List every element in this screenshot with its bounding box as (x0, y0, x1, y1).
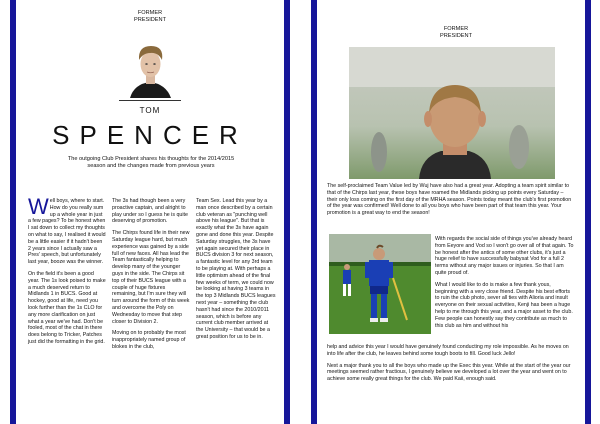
intro-text: The outgoing Club President shares his thoughts for the 2014/2015 season and the changes made from previous years (67, 156, 235, 169)
player-on-pitch-photo (329, 234, 431, 334)
paragraph: What I would like to do is make a few thank yous, beginning with a very close friend. Despite his best efforts to ruin the club photo, sever all ties with Alioria and insult everyone on their sexual activities, Kenji has been a huge help to me through this year, and a major asset to the club. Few people can honestly say they contribute as much to this club as him and without his (435, 281, 573, 329)
paragraph: With regards the social side of things you've already heard from Eeyore and Vod so I won't go over all of that again. To be honest after the antics of some other clubs, it's just a huge relief to have successfully babysat Vod for a full 2 terms without any major issues or injuries. So that I am quite proud of. (435, 236, 574, 276)
article-paragraph-wide-2 (327, 344, 575, 388)
paragraph: The Chirps found life in their new Saturday league hard, but much experience was gained by a side full of new faces. All has lead the Team fantastically helping to develop many of the younger guys in the side. The Chirps sit top of their BUCS league with a couple of huge fixtures remaining, but I'm sure they will turn around the form of this week and overcome the Poly on Wednesday to move that step closer to Division 2. (112, 230, 190, 325)
first-name: TOM (139, 106, 161, 115)
article-column-3 (196, 198, 276, 346)
right-page (311, 0, 591, 424)
paragraph: The 3s had though been a very proactive captain, and alright to play under so I guess he is quite deserving of promotion. (112, 198, 188, 225)
drop-cap: W (28, 194, 49, 219)
paragraph: help and advice this year I would have genuinely found conducting my role impossible. As he moves on into life after the club, he leaves behind some tough boots to fill. Good luck Jello! (327, 344, 569, 357)
last-name: SPENCER (52, 120, 248, 150)
paragraph: The self-proclaimed Team Value led by Wuj have also had a great year. Adopting a team spirit similar to that of the Chirps last year, these boys have roamed the Midlands picking up points every Saturday – their only loss coming on the first day of the MRHA season. Points today meant the club's first promotion of the year was confirmed! Well done to all you boys who have been part of that team this year. Your promotion is a great way to end the season! (327, 183, 572, 217)
paragraph: Team Sex. Lead this year by a man once described by a certain club veteran as "punching well above his league". But that is exactly what the 3s have again gone and done this year. Despite Saturday struggles, the 3s have yet again secured their place in BUCS division 3 for next season, a fantastic level for any 3rd team to be playing at. With perhaps a little optimism ahead of the final few weeks of term, we could now be looking at having 3 teams in the top 3 Midlands BUCS leagues next year – something the club hasn't had since the 2010/2011 season, which is before any current club member arrived at the University – that would be a great position for us to be in. (196, 198, 276, 340)
paragraph: Well boys, where to start. How do you really sum up a whole year in just a few pages? To be honest when I sat down to collect my thoughts on what to say, I realised it would be a little easier if it hadn't been 2 years since I actually saw a Pres' speech, but unfortunately last year, booze was the winner. (28, 194, 106, 266)
left-page (10, 0, 290, 424)
paragraph: Next a major thank you to all the boys who made up the Exec this year. While at the start of the year our meetings seemed rather fractious, I genuinely believe we developed a lot over the year and went on to achieve some really great things for the club. We paid Kaii, enough said. (327, 362, 571, 383)
article-column-side (435, 236, 575, 334)
divider-line (119, 100, 181, 101)
article-paragraph-wide-1 (327, 183, 575, 222)
paragraph: Moving on to probably the most inappropriately named group of blokes in the club, (112, 330, 186, 350)
section-tag: FORMER PRESIDENT (439, 26, 472, 39)
back-of-head-photo (349, 47, 555, 179)
paragraph: On the field it's been a good year. The 1s look poised to make a much deserved return to Midlands 1 in BUCS. Good at hockey, good at life, need you look further than the 1s CLO for any more clarification on just what a year we've had. Don't be fooled, most of the chat in there does belong to Tricker, Patches just did the formatting in the grid. (28, 270, 106, 345)
article-column-1 (28, 194, 106, 351)
portrait-photo (128, 40, 173, 98)
article-column-2 (112, 198, 190, 356)
section-tag: FORMER PRESIDENT (133, 10, 166, 23)
